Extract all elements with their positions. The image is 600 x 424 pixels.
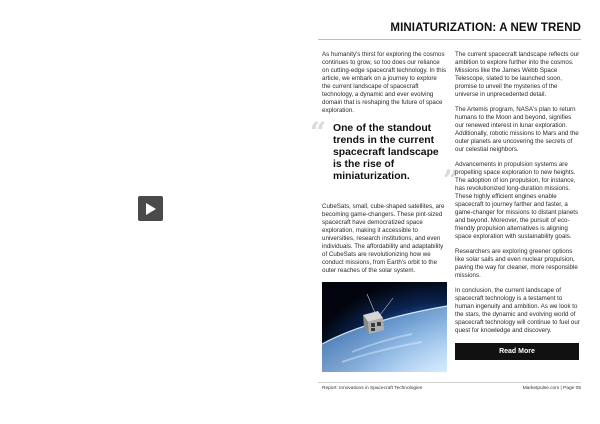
paragraph-green-options: Researchers are exploring greener options like solar sails and even nuclear propulsion, paving the way for cleaner, more responsible missions. [455,248,578,279]
paragraph-conclusion: In conclusion, the current landscape of spacecraft technology is a testament to human ingenuity and ambition. As we look to the stars, the dynamic and evolving world of spacecraft technology will continue to fuel our quest for knowledge and discovery. [455,287,580,334]
close-quote-icon: ” [442,164,459,197]
play-button[interactable] [138,196,163,221]
page-title: MINIATURIZATION: A NEW TREND [390,22,581,34]
paragraph-landscape: The current spacecraft landscape reflects our ambition to explore further into the cosmos. Missions like the James Webb Space Telescope, slated to be launched soon, promise to unveil the mysteries of the universe in unprecedented detail. [455,51,580,98]
read-more-button[interactable]: Read More [455,343,579,360]
footer-page-number: Marketpulse.com | Page 05 [522,386,581,391]
footer-divider [318,382,581,383]
left-column [310,51,459,372]
article-page [300,0,600,424]
play-icon [145,202,157,216]
pull-quote-text: One of the standout trends in the current spacecraft landscape is the rise of miniaturization. [333,123,439,182]
cubesats-paragraph: CubeSats, small, cube-shaped satellites, are becoming game-changers. These pint-sized spacecraft have democratized space exploration, making it accessible to universities, research institutions, and even individuals. The affordability and adaptability of CubeSats are revolutionizing how we conduct missions, from Earth's orbit to the outer reaches of the solar system. [322,203,445,274]
paragraph-artemis: The Artemis program, NASA's plan to return humans to the Moon and beyond, signifies our renewed interest in lunar exploration. Additionally, robotic missions to Mars and the outer planets are uncovering the secrets of our celestial neighbors. [455,106,579,153]
right-column [455,51,580,360]
open-quote-icon: “ [310,116,327,149]
cubesat-photo [322,282,447,372]
paragraph-propulsion: Advancements in propulsion systems are propelling space exploration to new heights. The adoption of ion propulsion, for instance, has revolutionized long-duration missions. These highly efficient engines enable spacecraft to journey farther and faster, a game-changer for missions to distant planets and beyond. Moreover, the pursuit of eco-friendly propulsion alternatives is aligning space exploration with sustainability goals. [455,161,579,240]
footer-report-title: Report: Innovations in Spacecraft Technologies [322,386,423,391]
pull-quote [310,116,459,197]
title-divider [318,39,581,40]
intro-paragraph: As humanity's thirst for exploring the cosmos continues to grow, so too does our reliance on cutting-edge spacecraft technology. In this article, we embark on a journey to explore the current landscape of spacecraft technology, a dynamic and ever evolving domain that is reshaping the future of space exploration. [322,51,447,114]
